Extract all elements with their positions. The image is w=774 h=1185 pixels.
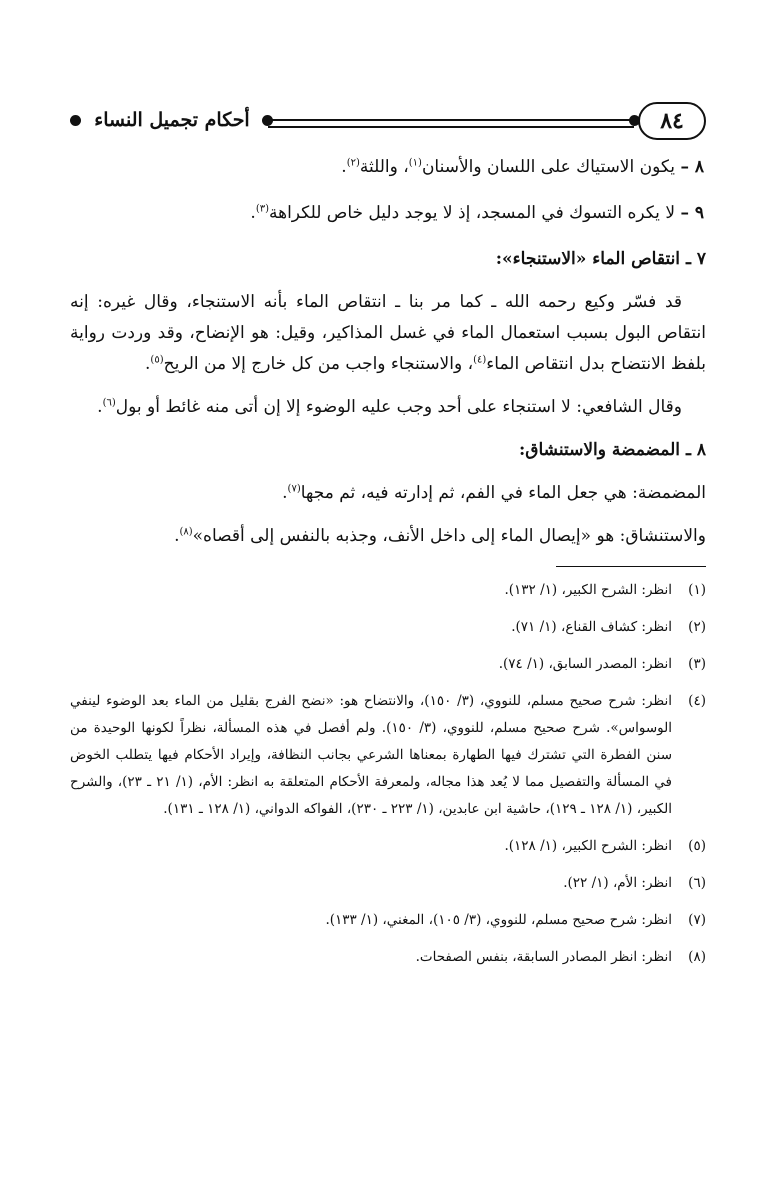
paragraph-text: قد فسّر وكيع رحمه الله ـ كما مر بنا ـ انتقاص الماء بأنه الاستنجاء، وقال غيره: إنه انتقاص البول بسبب استعمال الماء في غسل المذاكير، وقيل: هو الإنضاح، وقد وردت رواية بلفظ الانتضاح بدل انتقاص الماء — [70, 292, 706, 374]
footnote-text: انظر: الشرح الكبير، (١/ ١٣٢). — [504, 582, 672, 598]
punctuation: . — [145, 354, 151, 374]
footnote-text: انظر: الأم، (١/ ٢٢). — [563, 875, 672, 891]
footnotes — [70, 577, 706, 971]
punctuation: . — [341, 157, 347, 177]
bullet-dot-icon — [70, 115, 81, 126]
item-number: ٨ – — [680, 157, 704, 177]
section-heading: ٨ ـ المضمضة والاستنشاق: — [519, 440, 706, 460]
punctuation: . — [250, 203, 256, 223]
bullet-dot-icon — [262, 115, 273, 126]
running-title: أحكام تجميل النساء — [94, 109, 250, 131]
footnote — [70, 651, 706, 678]
footnote — [70, 614, 706, 641]
footnote-number: (٥) — [688, 838, 706, 854]
footnote-ref: (٥) — [150, 354, 164, 366]
footnote-text: انظر: الشرح الكبير، (١/ ١٢٨). — [504, 838, 672, 854]
paragraph-text: وقال الشافعي: لا استنجاء على أحد وجب عليه الوضوء إلا إن أتى منه غائط أو بول — [115, 397, 682, 417]
paragraph-text: ، والاستنجاء واجب من كل خارج إلا من الريح — [163, 354, 474, 374]
item-text: ، واللثة — [359, 157, 409, 177]
footnote-ref: (٤) — [473, 354, 487, 366]
footnote-number: (٢) — [688, 619, 706, 635]
page-number-badge — [638, 102, 706, 140]
definition — [70, 478, 706, 509]
footnote-number: (٨) — [688, 949, 706, 965]
footnote-number: (١) — [688, 582, 706, 598]
paragraph — [70, 287, 706, 380]
footnote-number: (٣) — [688, 656, 706, 672]
item-text: لا يكره التسوك في المسجد، إذ لا يوجد دليل خاص للكراهة — [269, 203, 676, 223]
footnote-text: انظر: كشاف القناع، (١/ ٧١). — [511, 619, 672, 635]
punctuation: . — [174, 526, 180, 546]
footnote — [70, 870, 706, 897]
footnote — [70, 833, 706, 860]
footnote-ref: (٣) — [255, 203, 269, 215]
footnote-number: (٧) — [688, 912, 706, 928]
definition-text: المضمضة: هي جعل الماء في الفم، ثم إدارته فيه، ثم مجها — [300, 483, 706, 503]
footnote-text: انظر: المصدر السابق، (١/ ٧٤). — [498, 656, 672, 672]
page-number: ٨٤ — [660, 108, 684, 134]
footnote-ref: (٦) — [102, 397, 116, 409]
footnote — [70, 688, 706, 823]
definition-text: والاستنشاق: هو «إيصال الماء إلى داخل الأنف، وجذبه بالنفس إلى أقصاه» — [192, 526, 706, 546]
footnote-text: انظر: شرح صحيح مسلم، للنووي، (٣/ ١٥٠)، والانتضاح هو: «نضح الفرج بقليل من الماء بعد الوضوء لينفي الوسواس». شرح صحيح مسلم، للنووي، (٣/ ١٥٠). ولم أفصل في هذه المسألة، نظراً لكونها الوحيدة من سنن الفطرة التي تشترك فيها الطهارة بمعناها الشرعي بجانب النظافة، وإيراد الأحكام فيها يتطلب الخوض في المسألة والتفصيل مما لا يُعد هذا مجاله، ولمعرفة الأحكام المتعلقة به انظر: الأم، (١/ ٢١ ـ ٢٣)، والشرح الكبير، (١/ ١٢٨ ـ ١٢٩)، حاشية ابن عابدين، (١/ ٢٢٣ ـ ٢٣٠)، الفواكه الدواني، (١/ ١٢٨ ـ ١٣١). — [70, 693, 673, 817]
footnote-text: انظر: انظر المصادر السابقة، بنفس الصفحات. — [415, 949, 672, 965]
header-rule — [268, 119, 634, 128]
item-number: ٩ – — [680, 203, 704, 223]
footnote — [70, 907, 706, 934]
punctuation: . — [282, 483, 288, 503]
footnote — [70, 577, 706, 604]
footnote-text: انظر: شرح صحيح مسلم، للنووي، (٣/ ١٠٥)، المغني، (١/ ١٣٣). — [325, 912, 672, 928]
footnote-ref: (١) — [408, 157, 422, 169]
punctuation: . — [97, 397, 103, 417]
footnote-ref: (٨) — [179, 526, 193, 538]
item-text: يكون الاستياك على اللسان والأسنان — [421, 157, 676, 177]
footnote-ref: (٢) — [346, 157, 360, 169]
list-item — [70, 152, 706, 183]
footnote-number: (٤) — [688, 693, 706, 709]
definition — [70, 521, 706, 552]
list-item — [70, 198, 706, 229]
section-heading: ٧ ـ انتقاص الماء «الاستنجاء»: — [495, 249, 706, 269]
paragraph — [70, 392, 706, 423]
footnote-separator — [556, 566, 706, 567]
running-header — [70, 98, 706, 152]
book-page — [70, 98, 706, 981]
footnote — [70, 944, 706, 971]
footnote-ref: (٧) — [287, 483, 301, 495]
footnote-number: (٦) — [688, 875, 706, 891]
